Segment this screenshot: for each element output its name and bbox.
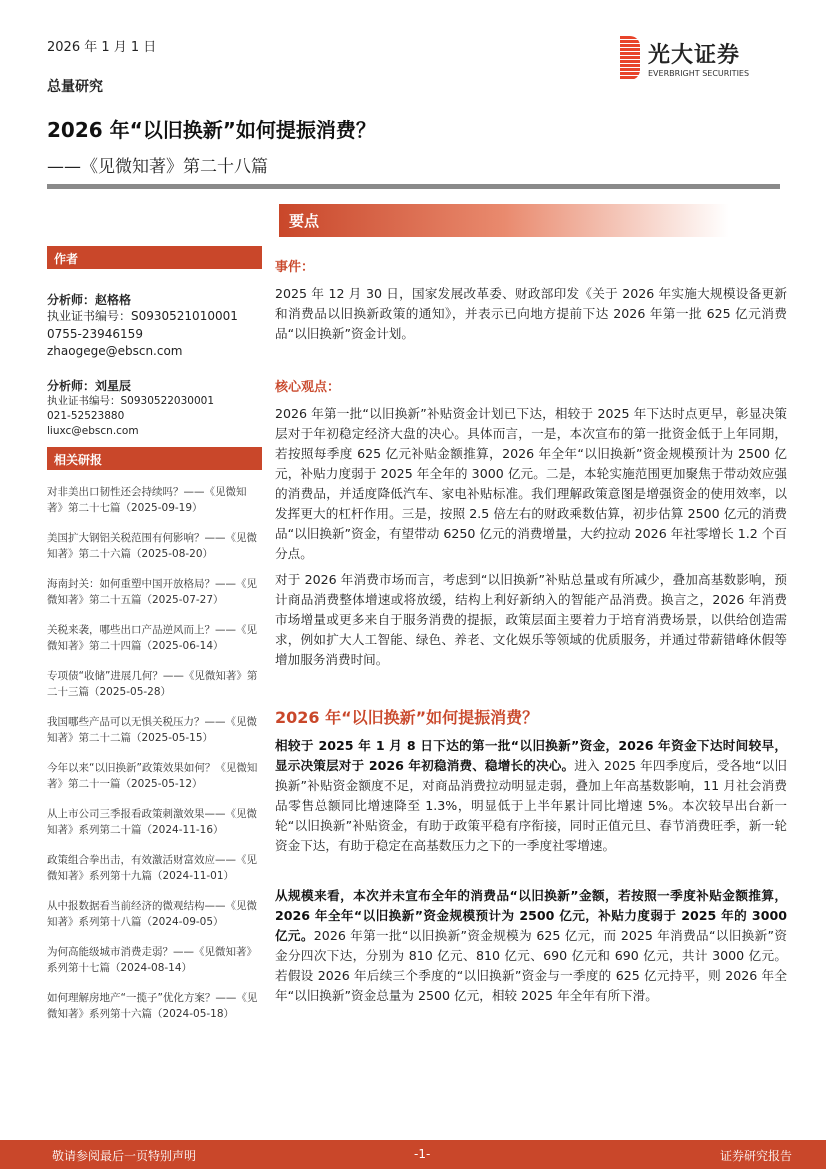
footer-bar: [0, 1140, 826, 1169]
related-report-link[interactable]: 美国扩大钢铝关税范围有何影响？——《见微知著》第二十六篇（2025-08-20）: [47, 531, 257, 560]
related-report-link[interactable]: 从上市公司三季报看政策刺激效果——《见微知著》系列第二十篇（2024-11-16）: [47, 807, 257, 836]
core-heading: 核心观点：: [275, 380, 341, 395]
related-report-link[interactable]: 关税来袭，哪些出口产品逆风而上？——《见微知著》第二十四篇（2025-06-14）: [47, 623, 257, 652]
body-text: 进入 2025 年四季度后，受各地“以旧换新”补贴资金额度不足，对商品消费拉动明显走弱，叠加上年高基数影响，11 月社会消费品零售总额同比增速降至 1.3%，明显低于上半年累计同比增速 5%。本次较早出台新一轮“以旧换新”补贴资金，有助于政策平稳有序衔接，同时正值元旦、春节消费旺季，新一轮资金下达，有助于稳定在高基数压力之下的一季度社零增速。: [275, 758, 787, 853]
related-heading: 相关研报: [47, 447, 262, 470]
section-paragraph: [275, 736, 787, 856]
related-report-link[interactable]: 政策组合拳出击，有效激活财富效应——《见微知著》系列第十九篇（2024-11-01）: [47, 853, 257, 882]
event-heading: 事件：: [275, 260, 315, 275]
analyst-cert: 执业证书编号：S0930522030001: [47, 394, 215, 407]
footer-disclaimer[interactable]: 敬请参阅最后一页特别声明: [52, 1149, 197, 1163]
related-report-link[interactable]: 今年以来“以旧换新”政策效果如何？《见微知著》第二十一篇（2025-05-12）: [47, 761, 258, 790]
related-report-link[interactable]: 从中报数据看当前经济的微观结构——《见微知著》系列第十八篇（2024-09-05）: [47, 899, 257, 928]
related-reports: [47, 484, 262, 1023]
core-paragraph: 对于 2026 年消费市场而言，考虑到“以旧换新”补贴总量或有所减少，叠加高基数影响，预计商品消费整体增速或将放缓，结构上利好新纳入的智能产品消费。换言之，2026 年消费市场增量或更多来自于服务消费的提振，政策层面主要着力于培育消费场景，以供给创造需求，例如扩大人工智能、绿色、养老、文化娱乐等领域的优质服务，并通过带薪错峰休假等增加服务消费时间。: [275, 572, 787, 667]
analyst-name: 分析师：刘星辰: [47, 378, 132, 393]
main-content: [275, 258, 787, 1006]
report-date: 2026 年 1 月 1 日: [47, 40, 157, 55]
analyst-phone: 0755-23946159: [47, 326, 143, 341]
section-heading: 2026 年“以旧换新”如何提振消费？: [275, 708, 539, 727]
company-logo: [620, 36, 749, 80]
event-text: 2025 年 12 月 30 日，国家发展改革委、财政部印发《关于 2026 年实施大规模设备更新和消费品以旧换新政策的通知》，并表示已向地方提前下达 2026 年第一批 625 亿元消费品“以旧换新”资金计划。: [275, 286, 787, 341]
logo-cn: 光大证券: [648, 43, 741, 68]
logo-en: EVERBRIGHT SECURITIES: [648, 69, 750, 78]
bold-lead: 从规模来看，本次并未宣布全年的消费品“以旧换新”金额，若按照一季度补贴金额推算，2026 年全年“以旧换新”资金规模预计为 2500 亿元，补贴力度弱于 2025 年的 3000 亿元。: [275, 888, 787, 943]
author-heading: 作者: [47, 246, 262, 269]
sidebar: [47, 246, 262, 1036]
bold-lead: 相较于 2025 年 1 月 8 日下达的第一批“以旧换新”资金，2026 年资金下达时间较早，显示决策层对于 2026 年初稳消费、稳增长的决心。: [275, 738, 787, 773]
related-report-link[interactable]: 如何理解房地产“一揽子”优化方案？——《见微知著》系列第十六篇（2024-05-18）: [47, 991, 258, 1020]
header-divider: [47, 184, 780, 189]
related-report-link[interactable]: 我国哪些产品可以无惧关税压力？——《见微知著》第二十二篇（2025-05-15）: [47, 715, 257, 744]
related-report-link[interactable]: 专项债“收储”进展几何？——《见微知著》第二十三篇（2025-05-28）: [47, 669, 258, 698]
page-number: -1-: [414, 1147, 431, 1161]
core-paragraph: 2026 年第一批“以旧换新”补贴资金计划已下达，相较于 2025 年下达时点更早，彰显决策层对于年初稳定经济大盘的决心。具体而言，一是，本次宣布的第一批资金低于上年同期，若按照每季度 625 亿元补贴金额推算，2026 年全年“以旧换新”资金规模预计为 2500 亿元，补贴力度弱于 2025 年全年的 3000 亿元。二是，本轮实施范围更加聚焦于带动效应强的消费品，并适度降低汽车、家电补贴标准。我们理解政策意图是增强资金的使用效率，以发挥更大的杠杆作用。三是，按照 2.5 倍左右的财政乘数估算，初步估算 2500 亿元的消费品“以旧换新”资金，有望带动 6250 亿元的消费增量，大约拉动 2026 年社零增长 1.2 个百分点。: [275, 406, 787, 561]
report-category: 总量研究: [47, 79, 103, 95]
related-report-link[interactable]: 为何高能级城市消费走弱？——《见微知著》系列第十七篇（2024-08-14）: [47, 945, 257, 974]
logo-mark-icon: [620, 36, 640, 80]
analyst-cert: 执业证书编号：S0930521010001: [47, 309, 238, 323]
analyst-email[interactable]: zhaogege@ebscn.com: [47, 344, 183, 358]
analyst-2: [47, 377, 262, 439]
related-report-link[interactable]: 海南封关：如何重塑中国开放格局？——《见微知著》第二十五篇（2025-07-27）: [47, 577, 257, 606]
page-subtitle: ——《见微知著》第二十八篇: [47, 157, 268, 177]
analyst-phone: 021-52523880: [47, 409, 125, 422]
analyst-1: [47, 291, 262, 361]
related-report-link[interactable]: 对非美出口韧性还会持续吗？——《见微知著》第二十七篇（2025-09-19）: [47, 485, 247, 514]
page-title: 2026 年“以旧换新”如何提振消费？: [47, 118, 376, 142]
body-text: 2026 年第一批“以旧换新”资金规模为 625 亿元，而 2025 年消费品“以旧换新”资金分四次下达，分别为 810 亿元、810 亿元、690 亿元和 690 亿元，共计 3000 亿元。若假设 2026 年后续三个季度的“以旧换新”资金与一季度的 625 亿元持平，则 2026 年全年“以旧换新”资金总量为 2500 亿元，相较 2025 年全年有所下滑。: [275, 928, 787, 1003]
analyst-email[interactable]: liuxc@ebscn.com: [47, 424, 139, 437]
section-paragraph: [275, 886, 787, 1006]
keypoint-banner: 要点: [279, 204, 729, 237]
analyst-name: 分析师：赵格格: [47, 293, 132, 307]
footer-label: 证券研究报告: [720, 1149, 793, 1163]
